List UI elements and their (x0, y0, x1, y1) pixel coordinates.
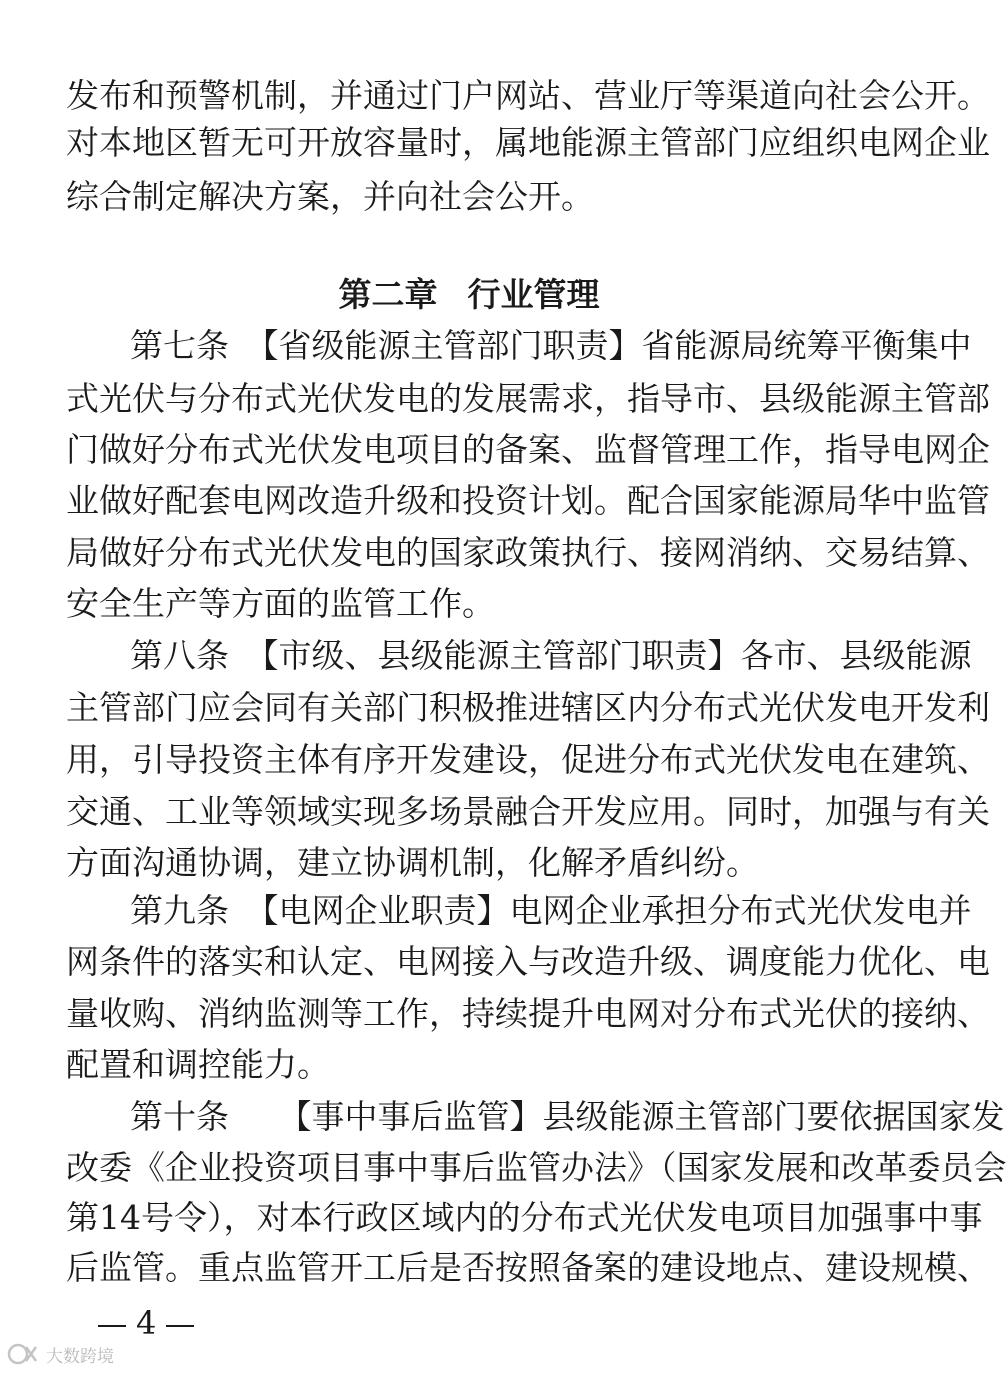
chapter-heading (0, 275, 938, 315)
text-line: 配置和调控能力。 (66, 1045, 330, 1084)
text-line: 门做好分布式光伏发电项目的备案、监督管理工作，指导电网企 (66, 430, 990, 469)
text-line: 业做好配套电网改造升级和投资计划。配合国家能源局华中监管 (66, 481, 990, 520)
text-line: 第14号令），对本行政区域内的分布式光伏发电项目加强事中事 (66, 1198, 983, 1237)
article-9-heading-line: 第九条 【电网企业职责】电网企业承担分布式光伏发电并 (130, 891, 972, 930)
text-line: 改委《企业投资项目事中事后监管办法》（国家发展和改革委员会 (66, 1148, 1007, 1187)
chapter-title: 行业管理 (467, 275, 600, 314)
text-line: 综合制定解决方案，并向社会公开。 (66, 177, 594, 216)
article-10-heading-line: 第十条 【事中事后监管】县级能源主管部门要依据国家发 (130, 1097, 1005, 1136)
text-line: 网条件的落实和认定、电网接入与改造升级、调度能力优化、电 (66, 942, 990, 981)
article-8-heading-line: 第八条 【市级、县级能源主管部门职责】各市、县级能源 (130, 636, 972, 675)
watermark-text: 大数跨境 (46, 1346, 114, 1367)
text-line: 对本地区暂无可开放容量时，属地能源主管部门应组织电网企业 (66, 123, 990, 162)
text-line: 后监管。重点监管开工后是否按照备案的建设地点、建设规模、 (66, 1248, 990, 1287)
text-line: 交通、工业等领域实现多场景融合开发应用。同时，加强与有关 (66, 792, 990, 831)
text-line: 主管部门应会同有关部门积极推进辖区内分布式光伏发电开发利 (66, 688, 990, 727)
dash-icon (98, 1325, 126, 1327)
watermark-logo-icon (6, 1342, 42, 1366)
text-line: 局做好分布式光伏发电的国家政策执行、接网消纳、交易结算、 (66, 533, 990, 572)
chapter-label: 第二章 (338, 275, 438, 314)
text-line: 用，引导投资主体有序开发建设，促进分布式光伏发电在建筑、 (66, 740, 990, 779)
text-line: 量收购、消纳监测等工作，持续提升电网对分布式光伏的接纳、 (66, 994, 990, 1033)
text-line: 发布和预警机制，并通过门户网站、营业厅等渠道向社会公开。 (66, 76, 990, 115)
dash-icon (166, 1325, 194, 1327)
page-number: 4 (98, 1303, 194, 1343)
watermark (6, 1341, 114, 1367)
text-line: 安全生产等方面的监管工作。 (66, 584, 495, 623)
article-7-heading-line: 第七条 【省级能源主管部门职责】省能源局统筹平衡集中 (130, 326, 972, 365)
text-line: 式光伏与分布式光伏发电的发展需求，指导市、县级能源主管部 (66, 379, 990, 418)
text-line: 方面沟通协调，建立协调机制，化解矛盾纠纷。 (66, 843, 759, 882)
